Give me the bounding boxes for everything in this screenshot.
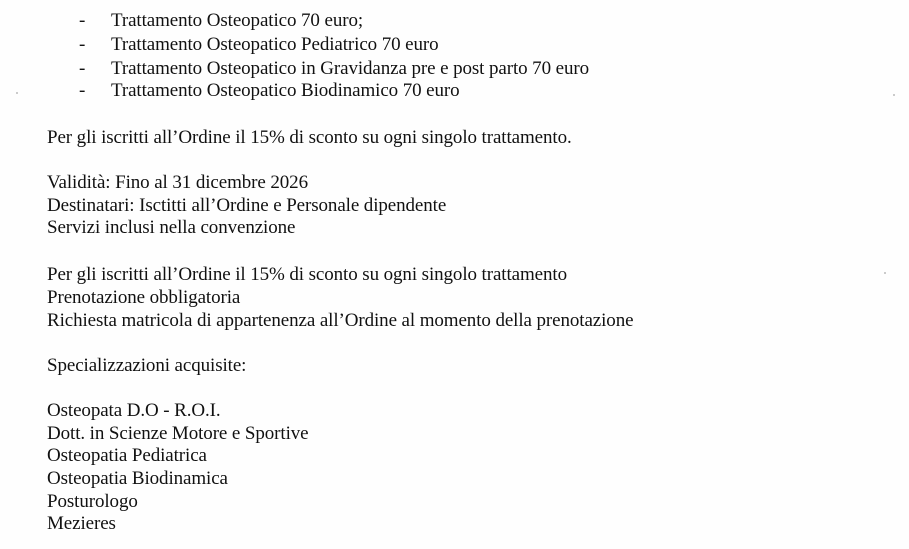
specialization-item: Osteopatia Pediatrica [47, 445, 207, 466]
specializations-heading: Specializzazioni acquisite: [47, 355, 247, 376]
treatment-item: Trattamento Osteopatico in Gravidanza pre e post parto 70 euro [111, 58, 589, 79]
discount-condition: Per gli iscritti all’Ordine il 15% di sconto su ogni singolo trattamento [47, 264, 567, 285]
validity-text: Validità: Fino al 31 dicembre 2026 [47, 172, 308, 193]
scan-speck [893, 94, 895, 96]
list-bullet: - [79, 80, 86, 101]
scan-speck [16, 92, 18, 94]
services-text: Servizi inclusi nella convenzione [47, 217, 296, 238]
booking-condition: Prenotazione obbligatoria [47, 287, 241, 308]
list-bullet: - [79, 58, 86, 79]
specialization-item: Mezieres [47, 513, 116, 534]
specialization-item: Dott. in Scienze Motore e Sportive [47, 423, 309, 444]
specialization-item: Osteopatia Biodinamica [47, 468, 228, 489]
list-bullet: - [79, 34, 86, 55]
scan-speck [884, 272, 886, 274]
registration-condition: Richiesta matricola di appartenenza all’Ordine al momento della prenotazione [47, 310, 634, 331]
specialization-item: Osteopata D.O - R.O.I. [47, 400, 221, 421]
list-bullet: - [79, 10, 86, 31]
treatment-item: Trattamento Osteopatico Biodinamico 70 euro [111, 80, 460, 101]
treatment-item: Trattamento Osteopatico 70 euro; [111, 10, 364, 31]
treatment-item: Trattamento Osteopatico Pediatrico 70 euro [111, 34, 439, 55]
recipients-text: Destinatari: Isctitti all’Ordine e Personale dipendente [47, 195, 447, 216]
specialization-item: Posturologo [47, 491, 138, 512]
discount-note: Per gli iscritti all’Ordine il 15% di sconto su ogni singolo trattamento. [47, 127, 572, 148]
